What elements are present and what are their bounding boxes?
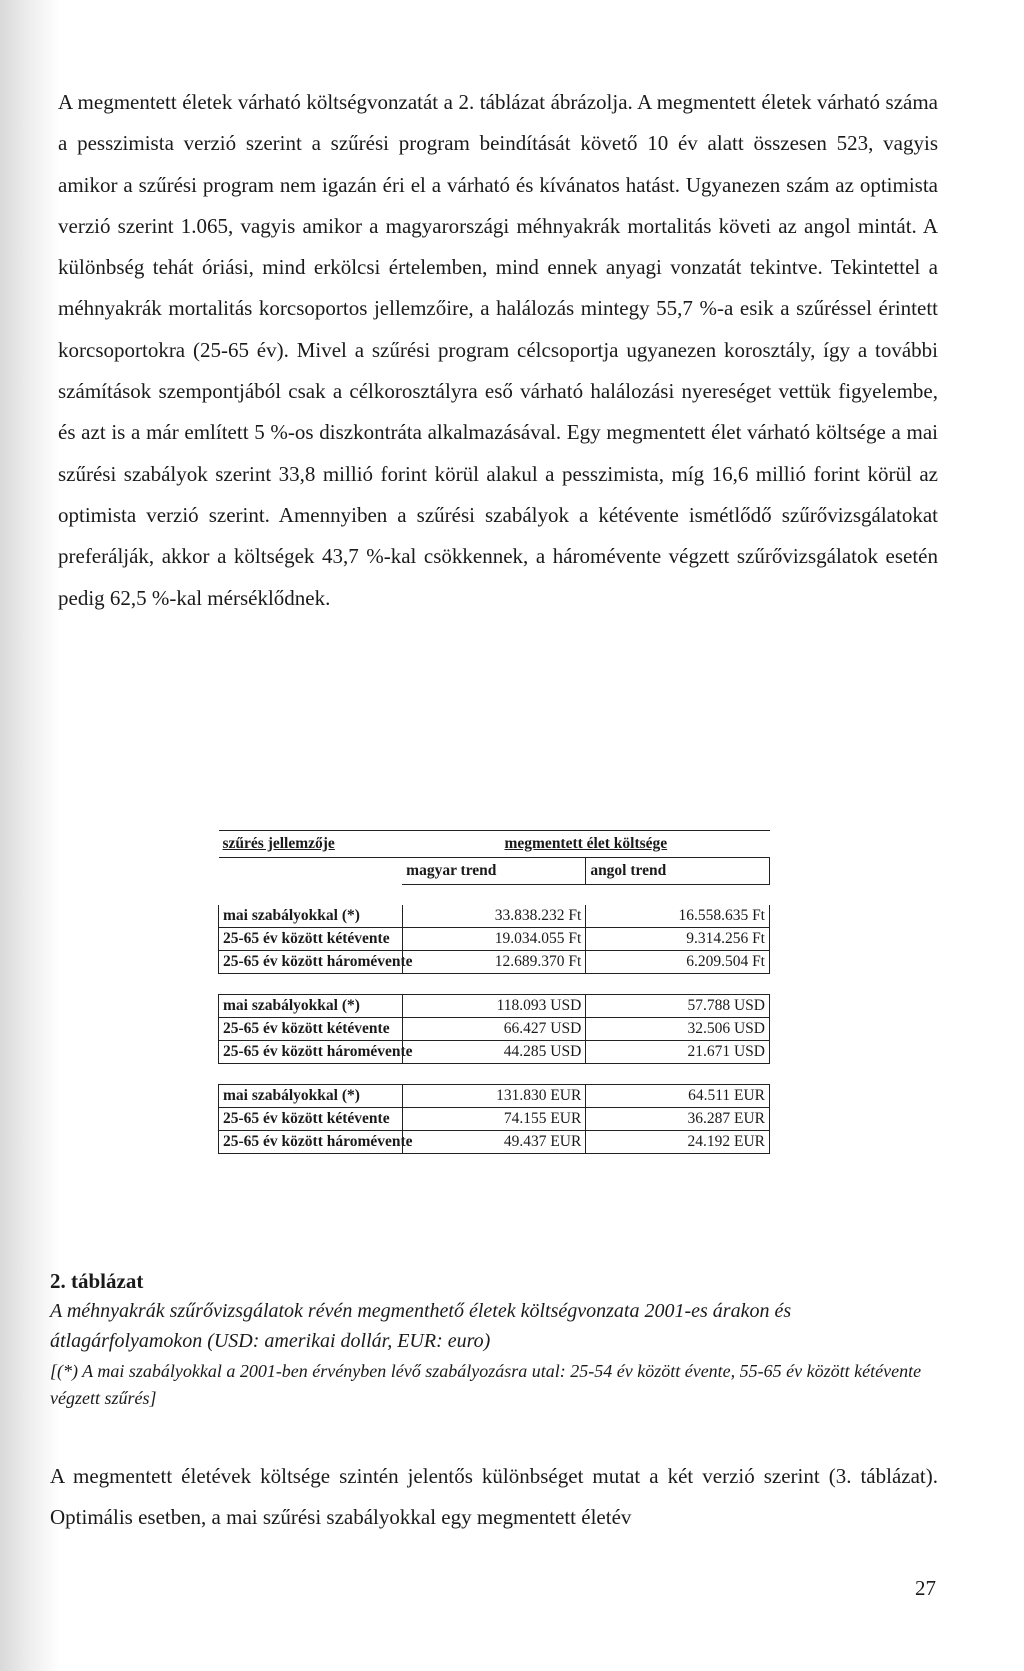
table-row [219, 928, 770, 951]
table-row [219, 905, 770, 928]
cell-english-trend: 36.287 EUR [586, 1108, 770, 1131]
page-body [58, 82, 938, 619]
cell-english-trend: 57.788 USD [586, 995, 770, 1018]
table-header-row [219, 831, 770, 858]
row-label: 25-65 év között kétévente [219, 1018, 403, 1041]
row-label: 25-65 év között háromévente [219, 1131, 403, 1154]
table-row [219, 951, 770, 974]
page-binding-shadow [0, 0, 60, 1671]
cell-hungarian-trend: 131.830 EUR [402, 1085, 586, 1108]
row-label: mai szabályokkal (*) [219, 1085, 403, 1108]
body-paragraph: A megmentett életek várható költségvonzatát a 2. táblázat ábrázolja. A megmentett életek várható száma a pesszimista verzió szerint a szűrési program beindítását követő 10 év alatt összesen 523, vagyis amikor a szűrési program nem igazán éri el a várható és kívánatos hatást. Ugyanezen szám az optimista verzió szerint 1.065, vagyis amikor a magyarországi méhnyakrák mortalitás követi az angol mintát. A különbség tehát óriási, mind erkölcsi értelemben, mind ennek anyagi vonzatát tekintve. Tekintettel a méhnyakrák mortalitás korcsoportos jellemzőire, a halálozás mintegy 55,7 %-a esik a szűréssel érintett korcsoportokra (25-65 év). Mivel a szűrési program célcsoportja ugyanezen korosztály, így a további számítások szempontjából csak a célkorosztályra eső várható halálozási nyereséget vettük figyelembe, és azt is a már említett 5 %-os diszkontráta alkalmazásával. Egy megmentett élet várható költsége a mai szűrési szabályok szerint 33,8 millió forint körül alakul a pesszimista, míg 16,6 millió forint körül az optimista verzió szerint. Amennyiben a szűrési szabályok a kétévente ismétlődő szűrővizsgálatokat preferálják, akkor a költségek 43,7 %-kal csökkennek, a háromévente végzett szűrővizsgálatok esetén pedig 62,5 %-kal mérséklődnek. [58, 90, 938, 610]
table-subheader-row [219, 858, 770, 885]
row-label: 25-65 év között kétévente [219, 1108, 403, 1131]
cost-table [218, 830, 770, 1154]
subheader-blank [219, 858, 403, 885]
table-row [219, 1131, 770, 1154]
header-screening-characteristic: szűrés jellemzője [219, 831, 403, 858]
cost-table-container [218, 830, 770, 1154]
cell-english-trend: 21.671 USD [586, 1041, 770, 1064]
subheader-english-trend: angol trend [586, 858, 770, 885]
table-caption [50, 1266, 940, 1412]
caption-title: 2. táblázat [50, 1269, 144, 1293]
row-label: 25-65 év között kétévente [219, 928, 403, 951]
table-gap [219, 885, 770, 906]
continuation-paragraph: A megmentett életévek költsége szintén jelentős különbséget mutat a két verzió szerint (3. táblázat). Optimális esetben, a mai szűrési szabályokkal egy megmentett életév [50, 1464, 938, 1530]
row-label: 25-65 év között háromévente [219, 951, 403, 974]
cell-hungarian-trend: 33.838.232 Ft [402, 905, 586, 928]
cell-english-trend: 9.314.256 Ft [586, 928, 770, 951]
continuation-paragraph-container [50, 1456, 938, 1539]
table-gap [219, 1064, 770, 1085]
cell-hungarian-trend: 49.437 EUR [402, 1131, 586, 1154]
row-label: mai szabályokkal (*) [219, 995, 403, 1018]
row-label: mai szabályokkal (*) [219, 905, 403, 928]
cell-hungarian-trend: 74.155 EUR [402, 1108, 586, 1131]
caption-footnote: [(*) A mai szabályokkal a 2001-ben érvényben lévő szabályozásra utal: 25-54 év között évente, 55-65 év között kétévente végzett szűrés] [50, 1361, 922, 1408]
cell-hungarian-trend: 19.034.055 Ft [402, 928, 586, 951]
table-row [219, 995, 770, 1018]
table-row [219, 1041, 770, 1064]
header-saved-life-cost: megmentett élet költsége [402, 831, 769, 858]
caption-text: A méhnyakrák szűrővizsgálatok révén megmenthető életek költségvonzata 2001-es árakon és átlagárfolyamokon (USD: amerikai dollár, EUR: euro) [50, 1300, 792, 1352]
table-row [219, 1108, 770, 1131]
cell-english-trend: 64.511 EUR [586, 1085, 770, 1108]
cell-hungarian-trend: 44.285 USD [402, 1041, 586, 1064]
subheader-hungarian-trend: magyar trend [402, 858, 586, 885]
cell-hungarian-trend: 66.427 USD [402, 1018, 586, 1041]
cell-english-trend: 16.558.635 Ft [586, 905, 770, 928]
cell-hungarian-trend: 118.093 USD [402, 995, 586, 1018]
page-number: 27 [915, 1576, 936, 1600]
table-row [219, 1018, 770, 1041]
table-row [219, 1085, 770, 1108]
cell-hungarian-trend: 12.689.370 Ft [402, 951, 586, 974]
cell-english-trend: 24.192 EUR [586, 1131, 770, 1154]
cell-english-trend: 6.209.504 Ft [586, 951, 770, 974]
table-gap [219, 974, 770, 995]
row-label: 25-65 év között háromévente [219, 1041, 403, 1064]
cell-english-trend: 32.506 USD [586, 1018, 770, 1041]
